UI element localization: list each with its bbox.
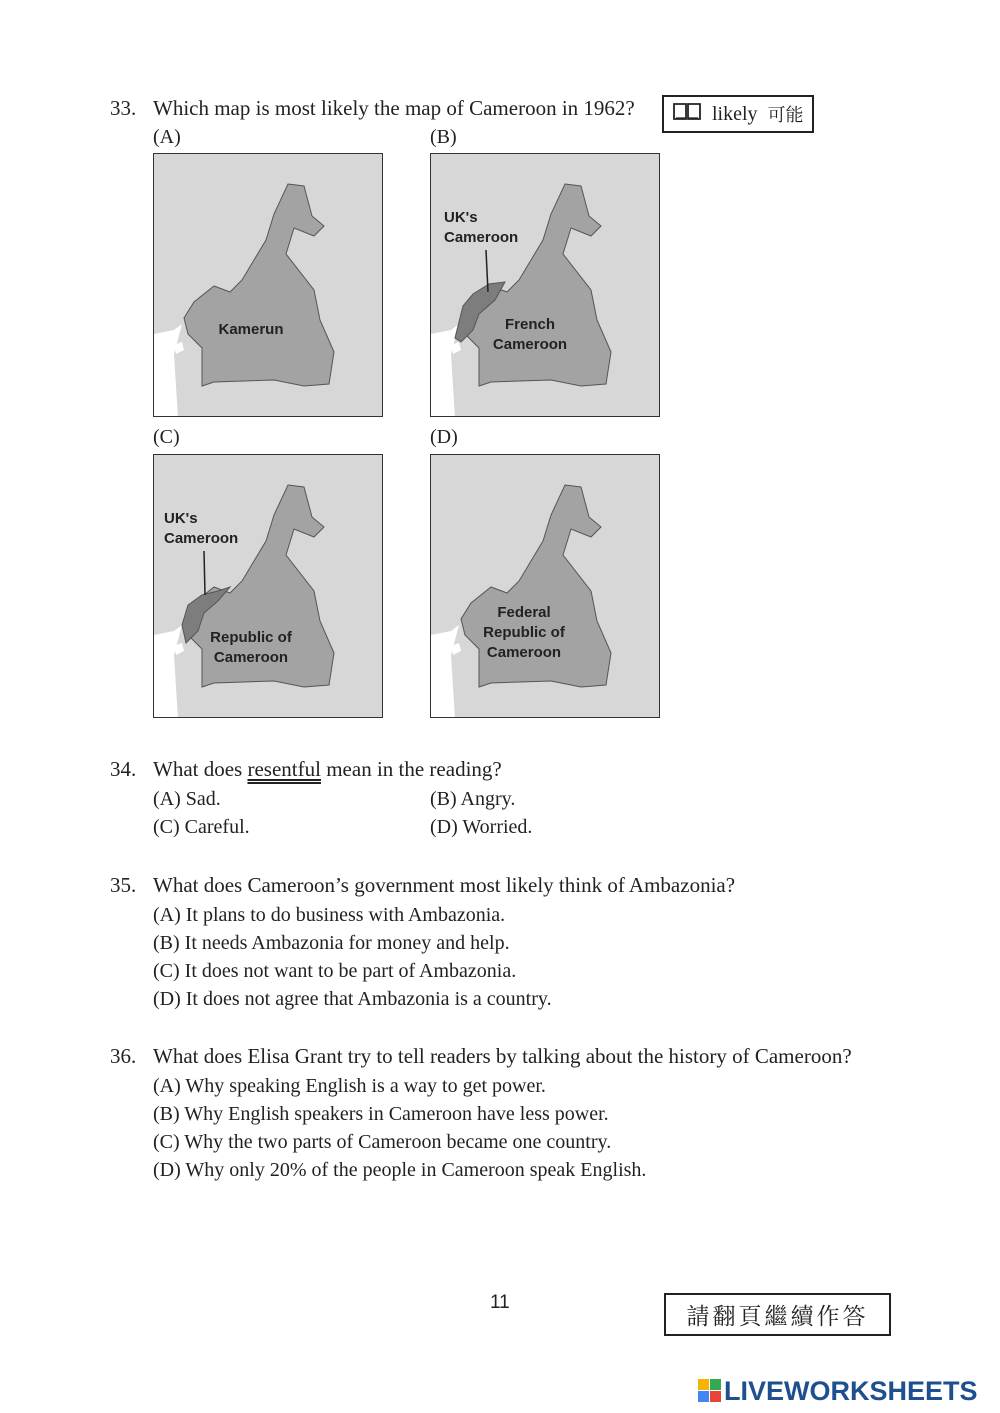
country-shape	[184, 184, 334, 386]
question-stem: What does Elisa Grant try to tell readers by talking about the history of Cameroon?	[153, 1044, 852, 1068]
keyword-resentful: resentful	[247, 757, 321, 781]
region-label: Republic of	[483, 624, 565, 641]
stem-text: mean in the reading?	[320, 757, 502, 781]
region-label: Cameroon	[486, 644, 562, 661]
map-option-a[interactable]	[153, 153, 383, 417]
option-d[interactable]: (D) It does not agree that Ambazonia is a country.	[153, 988, 552, 1010]
vocab-word: likely	[712, 102, 758, 125]
option-label-c[interactable]: (C)	[153, 426, 180, 448]
option-d[interactable]: (D) Worried.	[430, 816, 533, 838]
region-label: Cameroon	[213, 649, 289, 666]
stem-text: What does	[153, 757, 248, 781]
map-option-c[interactable]	[153, 454, 383, 718]
vocab-meaning: 可能	[767, 105, 804, 126]
option-c[interactable]: (C) It does not want to be part of Ambazonia.	[153, 960, 517, 982]
option-b[interactable]: (B) Why English speakers in Cameroon have less power.	[153, 1103, 609, 1125]
page-number: 11	[490, 1292, 510, 1313]
vocab-box	[662, 95, 814, 133]
brand-text: LIVEWORKSHEETS	[724, 1375, 978, 1406]
option-a[interactable]: (A) Why speaking English is a way to get power.	[153, 1075, 546, 1097]
region-label-kamerun: Kamerun	[218, 321, 284, 338]
region-label: Cameroon	[444, 229, 519, 246]
region-label: Republic of	[210, 629, 292, 646]
book-icon	[672, 101, 702, 127]
option-label-d[interactable]: (D)	[430, 426, 458, 448]
option-b[interactable]: (B) Angry.	[430, 788, 516, 810]
question-number: 34.	[110, 757, 137, 781]
option-a[interactable]: (A) It plans to do business with Ambazonia.	[153, 904, 506, 926]
option-a[interactable]: (A) Sad.	[153, 788, 221, 810]
question-number: 35.	[110, 873, 137, 897]
liveworksheets-brand[interactable]	[698, 1376, 978, 1406]
option-c[interactable]: (C) Why the two parts of Cameroon became one country.	[153, 1131, 612, 1153]
option-c[interactable]: (C) Careful.	[153, 816, 250, 838]
region-label: Cameroon	[164, 530, 239, 547]
region-label: Cameroon	[492, 336, 568, 353]
question-number: 33.	[110, 96, 137, 120]
liveworksheets-logo-icon	[698, 1379, 722, 1403]
country-shape	[461, 184, 611, 386]
map-option-b[interactable]	[430, 153, 660, 417]
question-number: 36.	[110, 1044, 137, 1068]
region-label: Federal	[497, 604, 551, 621]
turn-page-box: 請翻頁繼續作答	[664, 1293, 891, 1336]
region-label: French	[504, 316, 556, 333]
question-stem: What does Cameroon’s government most likely think of Ambazonia?	[153, 873, 736, 897]
option-b[interactable]: (B) It needs Ambazonia for money and help.	[153, 932, 510, 954]
option-label-b[interactable]: (B)	[430, 126, 457, 148]
map-option-d[interactable]	[430, 454, 660, 718]
question-stem	[153, 757, 502, 781]
region-label: UK's	[444, 209, 478, 226]
option-label-a[interactable]: (A)	[153, 126, 181, 148]
question-stem: Which map is most likely the map of Cameroon in 1962?	[153, 96, 635, 120]
region-label: UK's	[164, 510, 198, 527]
option-d[interactable]: (D) Why only 20% of the people in Cameroon speak English.	[153, 1159, 647, 1181]
